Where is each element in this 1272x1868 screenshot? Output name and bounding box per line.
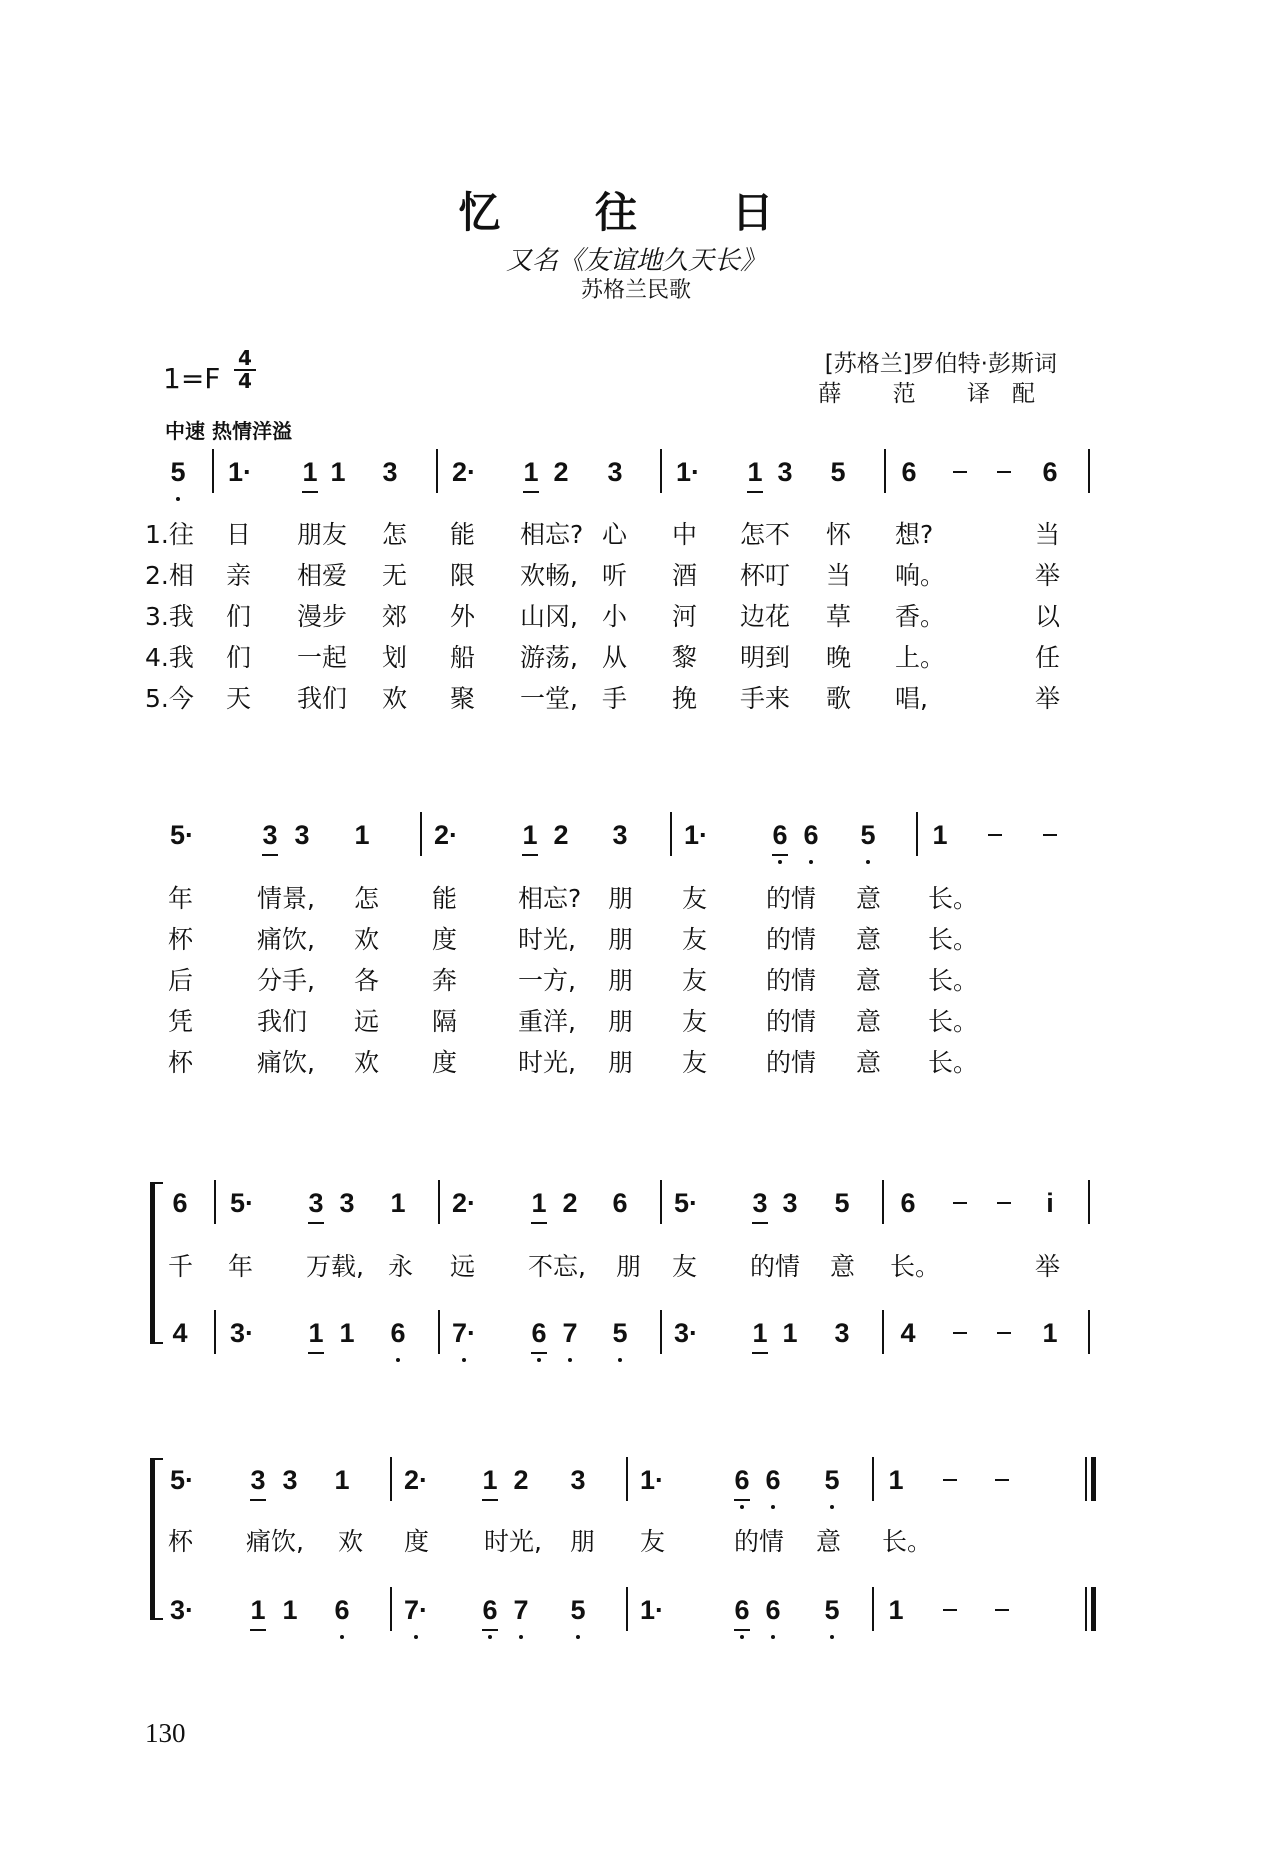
barline (436, 449, 438, 493)
lyric-syllable: 挽 (672, 684, 698, 713)
dash (995, 1609, 1009, 1611)
melody-line-1 (0, 457, 1272, 497)
lyric-syllable: 意 (856, 1007, 882, 1036)
lyric-syllable: 杯叮 (740, 561, 791, 590)
lyric-syllable: 友 (682, 884, 708, 913)
lyric-syllable: 友 (672, 1252, 698, 1281)
barline (1088, 1310, 1090, 1354)
note: 3 (301, 1188, 331, 1219)
note: 6 (758, 1595, 788, 1626)
dash (1043, 834, 1057, 836)
lyric-syllable: 限 (450, 561, 476, 590)
page-number: 130 (145, 1718, 186, 1748)
lyric-syllable: 划 (382, 643, 408, 672)
note: 6 (900, 1188, 916, 1218)
note: 2· (403, 1465, 428, 1495)
lyric-syllable: 时光, (484, 1527, 542, 1556)
lyric-syllable: 我们 (297, 684, 348, 713)
barline (1088, 449, 1090, 493)
lyric-syllable: 欢 (354, 1048, 380, 1077)
lyric-syllable: 友 (682, 925, 708, 954)
lyric-syllable: 唱, (895, 684, 928, 713)
note: 3 (834, 1318, 850, 1348)
note: 5· (673, 1188, 698, 1218)
note: 2· (451, 457, 476, 487)
lyric-syllable: 当 (826, 561, 852, 590)
lyric-syllable: 相爱 (297, 561, 348, 590)
lyric-syllable: 万载, (306, 1252, 364, 1281)
note: 1 (888, 1465, 904, 1495)
lyric-syllable: 各 (354, 966, 380, 995)
lyric-syllable: 情景, (257, 884, 315, 913)
barline (626, 1457, 628, 1501)
note: 1 (515, 820, 545, 851)
lyric-syllable: 草 (826, 602, 852, 631)
note: 1 (475, 1465, 505, 1496)
lyric-syllable: 意 (856, 925, 882, 954)
final-barline (1085, 1587, 1096, 1631)
lyric-syllable: 远 (354, 1007, 380, 1036)
note: 1 (932, 820, 948, 850)
note: 5· (169, 1465, 194, 1495)
song-subtitle: 又名《友谊地久天长》 (505, 246, 766, 276)
lyric-syllable: 朋 (608, 1007, 634, 1036)
note: 6 (727, 1465, 757, 1496)
melody-line-3-lower (0, 1318, 1272, 1358)
note: 3· (673, 1318, 698, 1348)
note: 6 (765, 820, 795, 851)
barline (1088, 1180, 1090, 1224)
lyric-syllable: 酒 (672, 561, 698, 590)
lyric-verse-2 (0, 556, 1272, 588)
song-origin: 苏格兰民歌 (580, 278, 691, 303)
tempo-marking: 中速 热情洋溢 (165, 419, 292, 443)
lyric-syllable: 长。 (928, 966, 979, 995)
lyric-syllable: 长。 (928, 1048, 979, 1077)
lyric-syllable: 歌 (826, 684, 852, 713)
note: 6 (172, 1188, 188, 1218)
lyric-syllable: 中 (672, 520, 698, 549)
note: 5 (163, 457, 193, 488)
note: 7 (506, 1595, 536, 1626)
lyric-line (0, 879, 1272, 911)
dash (953, 471, 967, 473)
lyric-syllable: 怎 (354, 884, 380, 913)
lyric-syllable: 度 (432, 925, 458, 954)
lyric-verse-3 (0, 597, 1272, 629)
note: 1· (639, 1595, 664, 1625)
lyric-syllable: 心 (602, 520, 628, 549)
song-title: 忆 往 日 (458, 188, 814, 237)
lyric-syllable: 一方, (518, 966, 576, 995)
lyric-syllable: 能 (450, 520, 476, 549)
note: 3 (612, 820, 628, 850)
note: 5 (817, 1465, 847, 1496)
lyric-syllable: 相忘? (518, 884, 582, 913)
note: 6 (727, 1595, 757, 1626)
barline (660, 1310, 662, 1354)
lyric-syllable: 奔 (432, 966, 458, 995)
note: 1· (683, 820, 708, 850)
melody-line-4-upper (0, 1465, 1272, 1505)
barline (670, 812, 672, 856)
lyric-syllable: 长。 (882, 1527, 933, 1556)
lyric-syllable: 举 (1035, 1252, 1061, 1281)
note: 5 (853, 820, 883, 851)
time-signature-bottom: 4 (234, 369, 256, 391)
lyric-syllable: 当 (1035, 520, 1061, 549)
barline (660, 449, 662, 493)
note: 2 (553, 820, 569, 850)
lyric-syllable: 边花 (740, 602, 791, 631)
lyric-syllable: 永 (388, 1252, 414, 1281)
lyric-syllable: 游荡, (520, 643, 578, 672)
note: 2· (451, 1188, 476, 1218)
note: 1 (745, 1318, 775, 1349)
lyric-syllable: 意 (856, 966, 882, 995)
lyric-syllable: 怀 (826, 520, 852, 549)
note: 1 (740, 457, 770, 488)
note: 3· (229, 1318, 254, 1348)
lyric-syllable: 长。 (928, 1007, 979, 1036)
note: 1 (1042, 1318, 1058, 1348)
dash (997, 1332, 1011, 1334)
lyric-line-3 (0, 1247, 1272, 1279)
note: 1· (639, 1465, 664, 1495)
lyric-syllable: 一堂, (520, 684, 578, 713)
lyric-syllable: 手来 (740, 684, 791, 713)
lyric-syllable: 船 (450, 643, 476, 672)
lyric-syllable: 朋 (608, 925, 634, 954)
note: 1· (675, 457, 700, 487)
time-signature-top: 4 (238, 346, 252, 370)
note: 6 (524, 1318, 554, 1349)
lyric-syllable: 的情 (750, 1252, 801, 1281)
translator-credit: 薛 范 译配 (818, 381, 1057, 407)
barline (420, 812, 422, 856)
note: 5 (817, 1595, 847, 1626)
barline (626, 1587, 628, 1631)
note: 2· (433, 820, 458, 850)
melody-line-4-lower (0, 1595, 1272, 1635)
lyric-syllable: 上。 (895, 643, 946, 672)
lyric-syllable: 一起 (297, 643, 348, 672)
lyric-syllable: 友 (682, 1007, 708, 1036)
lyric-syllable: 山冈, (520, 602, 578, 631)
lyric-syllable: 朋 (608, 1048, 634, 1077)
lyric-syllable: 晚 (826, 643, 852, 672)
barline (916, 812, 918, 856)
lyric-syllable: 5.今 (145, 684, 194, 713)
lyric-syllable: 怎不 (740, 520, 791, 549)
note: 6 (758, 1465, 788, 1496)
note: 6 (796, 820, 826, 851)
lyric-syllable: 痛饮, (257, 1048, 315, 1077)
note: 3 (570, 1465, 586, 1495)
lyric-syllable: 们 (226, 602, 252, 631)
lyric-syllable: 小 (602, 602, 628, 631)
note: 5 (830, 457, 846, 487)
note: 1 (334, 1465, 350, 1495)
note: 3 (382, 457, 398, 487)
lyric-syllable: 意 (816, 1527, 842, 1556)
note: 5 (605, 1318, 635, 1349)
dash (988, 834, 1002, 836)
note: 6 (1042, 457, 1058, 487)
note: 3 (243, 1465, 273, 1496)
lyric-syllable: 欢畅, (520, 561, 578, 590)
dash (997, 1202, 1011, 1204)
note: 5 (834, 1188, 850, 1218)
lyric-verse-4 (0, 638, 1272, 670)
note: 3 (255, 820, 285, 851)
lyric-syllable: 痛饮, (257, 925, 315, 954)
lyric-syllable: 重洋, (518, 1007, 576, 1036)
lyric-verse-1 (0, 515, 1272, 547)
lyric-syllable: 手 (602, 684, 628, 713)
note: 6 (383, 1318, 413, 1349)
lyric-syllable: 年 (228, 1252, 254, 1281)
lyric-syllable: 欢 (338, 1527, 364, 1556)
lyric-syllable: 们 (226, 643, 252, 672)
note: 1 (390, 1188, 406, 1218)
lyric-syllable: 意 (856, 1048, 882, 1077)
lyric-syllable: 长。 (890, 1252, 941, 1281)
lyric-syllable: 友 (682, 1048, 708, 1077)
lyric-syllable: 能 (432, 884, 458, 913)
note: 1 (524, 1188, 554, 1219)
lyric-syllable: 明到 (740, 643, 791, 672)
note: 2 (562, 1188, 578, 1218)
lyric-verse-5 (0, 679, 1272, 711)
barline (212, 449, 214, 493)
lyric-line (0, 1043, 1272, 1075)
note: 6 (475, 1595, 505, 1626)
note: 1 (301, 1318, 331, 1349)
lyric-syllable: 年 (168, 884, 194, 913)
lyric-syllable: 的情 (766, 966, 817, 995)
note: 3 (607, 457, 623, 487)
lyric-syllable: 无 (382, 561, 408, 590)
lyric-syllable: 朋友 (297, 520, 348, 549)
lyricist-credit: [苏格兰]罗伯特·彭斯词 (824, 351, 1057, 377)
lyric-syllable: 友 (640, 1527, 666, 1556)
lyric-syllable: 分手, (257, 966, 315, 995)
note: 3 (777, 457, 793, 487)
lyric-syllable: 相忘? (520, 520, 584, 549)
lyric-syllable: 欢 (354, 925, 380, 954)
key-signature: 1=F (163, 362, 221, 395)
lyric-syllable: 的情 (766, 925, 817, 954)
lyric-line-4 (0, 1522, 1272, 1554)
lyric-syllable: 4.我 (145, 643, 194, 672)
note: 1 (888, 1595, 904, 1625)
lyric-syllable: 朋 (608, 966, 634, 995)
note: 3 (745, 1188, 775, 1219)
lyric-syllable: 黎 (672, 643, 698, 672)
dash (995, 1479, 1009, 1481)
note: 1 (295, 457, 325, 488)
barline (660, 1180, 662, 1224)
lyric-syllable: 长。 (928, 925, 979, 954)
note: 1 (782, 1318, 798, 1348)
lyric-syllable: 杯 (168, 1048, 194, 1077)
note: 7· (401, 1595, 431, 1626)
note: 6 (612, 1188, 628, 1218)
note: 1 (516, 457, 546, 488)
lyric-line (0, 920, 1272, 952)
lyric-syllable: 的情 (766, 1048, 817, 1077)
lyric-syllable: 的情 (766, 884, 817, 913)
note: 5· (229, 1188, 254, 1218)
lyric-syllable: 的情 (766, 1007, 817, 1036)
lyric-syllable: 时光, (518, 1048, 576, 1077)
note: 1 (330, 457, 346, 487)
barline (390, 1587, 392, 1631)
note: 7· (449, 1318, 479, 1349)
lyric-syllable: 意 (856, 884, 882, 913)
note: 1 (354, 820, 370, 850)
lyric-syllable: 欢 (382, 684, 408, 713)
melody-line-3-upper (0, 1188, 1272, 1228)
lyric-syllable: 举 (1035, 684, 1061, 713)
note: 4 (900, 1318, 916, 1348)
barline (214, 1180, 216, 1224)
lyric-syllable: 度 (432, 1048, 458, 1077)
lyric-syllable: 郊 (382, 602, 408, 631)
lyric-syllable: 听 (602, 561, 628, 590)
lyric-syllable: 响。 (895, 561, 946, 590)
lyric-syllable: 河 (672, 602, 698, 631)
lyric-syllable: 举 (1035, 561, 1061, 590)
melody-line-2 (0, 820, 1272, 860)
barline (390, 1457, 392, 1501)
dash (953, 1202, 967, 1204)
lyric-syllable: 杯 (168, 925, 194, 954)
note: 6 (327, 1595, 357, 1626)
note: 5· (169, 820, 194, 850)
lyric-syllable: 任 (1035, 643, 1061, 672)
lyric-syllable: 3.我 (145, 602, 194, 631)
lyric-syllable: 痛饮, (246, 1527, 304, 1556)
lyric-syllable: 我们 (257, 1007, 308, 1036)
note: 3 (282, 1465, 298, 1495)
barline (884, 449, 886, 493)
lyric-syllable: 杯 (168, 1527, 194, 1556)
note: 7 (555, 1318, 585, 1349)
note: 1 (243, 1595, 273, 1626)
lyric-line (0, 961, 1272, 993)
lyric-syllable: 1.往 (145, 520, 194, 549)
lyric-syllable: 千 (168, 1252, 194, 1281)
lyric-syllable: 凭 (168, 1007, 194, 1036)
lyric-syllable: 不忘, (528, 1252, 586, 1281)
note: 4 (172, 1318, 188, 1348)
barline (872, 1457, 874, 1501)
lyric-syllable: 以 (1035, 602, 1061, 631)
barline (214, 1310, 216, 1354)
lyric-syllable: 远 (450, 1252, 476, 1281)
lyric-syllable: 天 (226, 684, 252, 713)
lyric-syllable: 聚 (450, 684, 476, 713)
lyric-syllable: 度 (404, 1527, 430, 1556)
lyric-syllable: 怎 (382, 520, 408, 549)
lyric-syllable: 朋 (616, 1252, 642, 1281)
note: 1 (339, 1318, 355, 1348)
lyric-syllable: 时光, (518, 925, 576, 954)
note: 1 (282, 1595, 298, 1625)
note: 3 (782, 1188, 798, 1218)
note: 3· (169, 1595, 194, 1625)
dash (953, 1332, 967, 1334)
dash (997, 471, 1011, 473)
barline (882, 1310, 884, 1354)
final-barline (1085, 1457, 1096, 1501)
lyric-syllable: 友 (682, 966, 708, 995)
lyric-syllable: 亲 (226, 561, 252, 590)
lyric-syllable: 从 (602, 643, 628, 672)
barline (438, 1310, 440, 1354)
note: 3 (294, 820, 310, 850)
lyric-syllable: 2.相 (145, 561, 194, 590)
lyric-syllable: 香。 (895, 602, 946, 631)
note: 6 (901, 457, 917, 487)
lyric-syllable: 日 (226, 520, 252, 549)
lyric-syllable: 隔 (432, 1007, 458, 1036)
note: 3 (339, 1188, 355, 1218)
lyric-line (0, 1002, 1272, 1034)
barline (438, 1180, 440, 1224)
note: 1· (227, 457, 252, 487)
lyric-syllable: 意 (830, 1252, 856, 1281)
lyric-syllable: 漫步 (297, 602, 348, 631)
time-signature (234, 348, 256, 392)
note: 2 (513, 1465, 529, 1495)
lyric-syllable: 后 (168, 966, 194, 995)
note: i (1046, 1188, 1054, 1218)
lyric-syllable: 朋 (608, 884, 634, 913)
barline (882, 1180, 884, 1224)
note: 2 (553, 457, 569, 487)
lyric-syllable: 想? (895, 520, 934, 549)
lyric-syllable: 朋 (570, 1527, 596, 1556)
lyric-syllable: 长。 (928, 884, 979, 913)
barline (872, 1587, 874, 1631)
note: 5 (563, 1595, 593, 1626)
lyric-syllable: 外 (450, 602, 476, 631)
dash (943, 1609, 957, 1611)
dash (943, 1479, 957, 1481)
lyric-syllable: 的情 (734, 1527, 785, 1556)
